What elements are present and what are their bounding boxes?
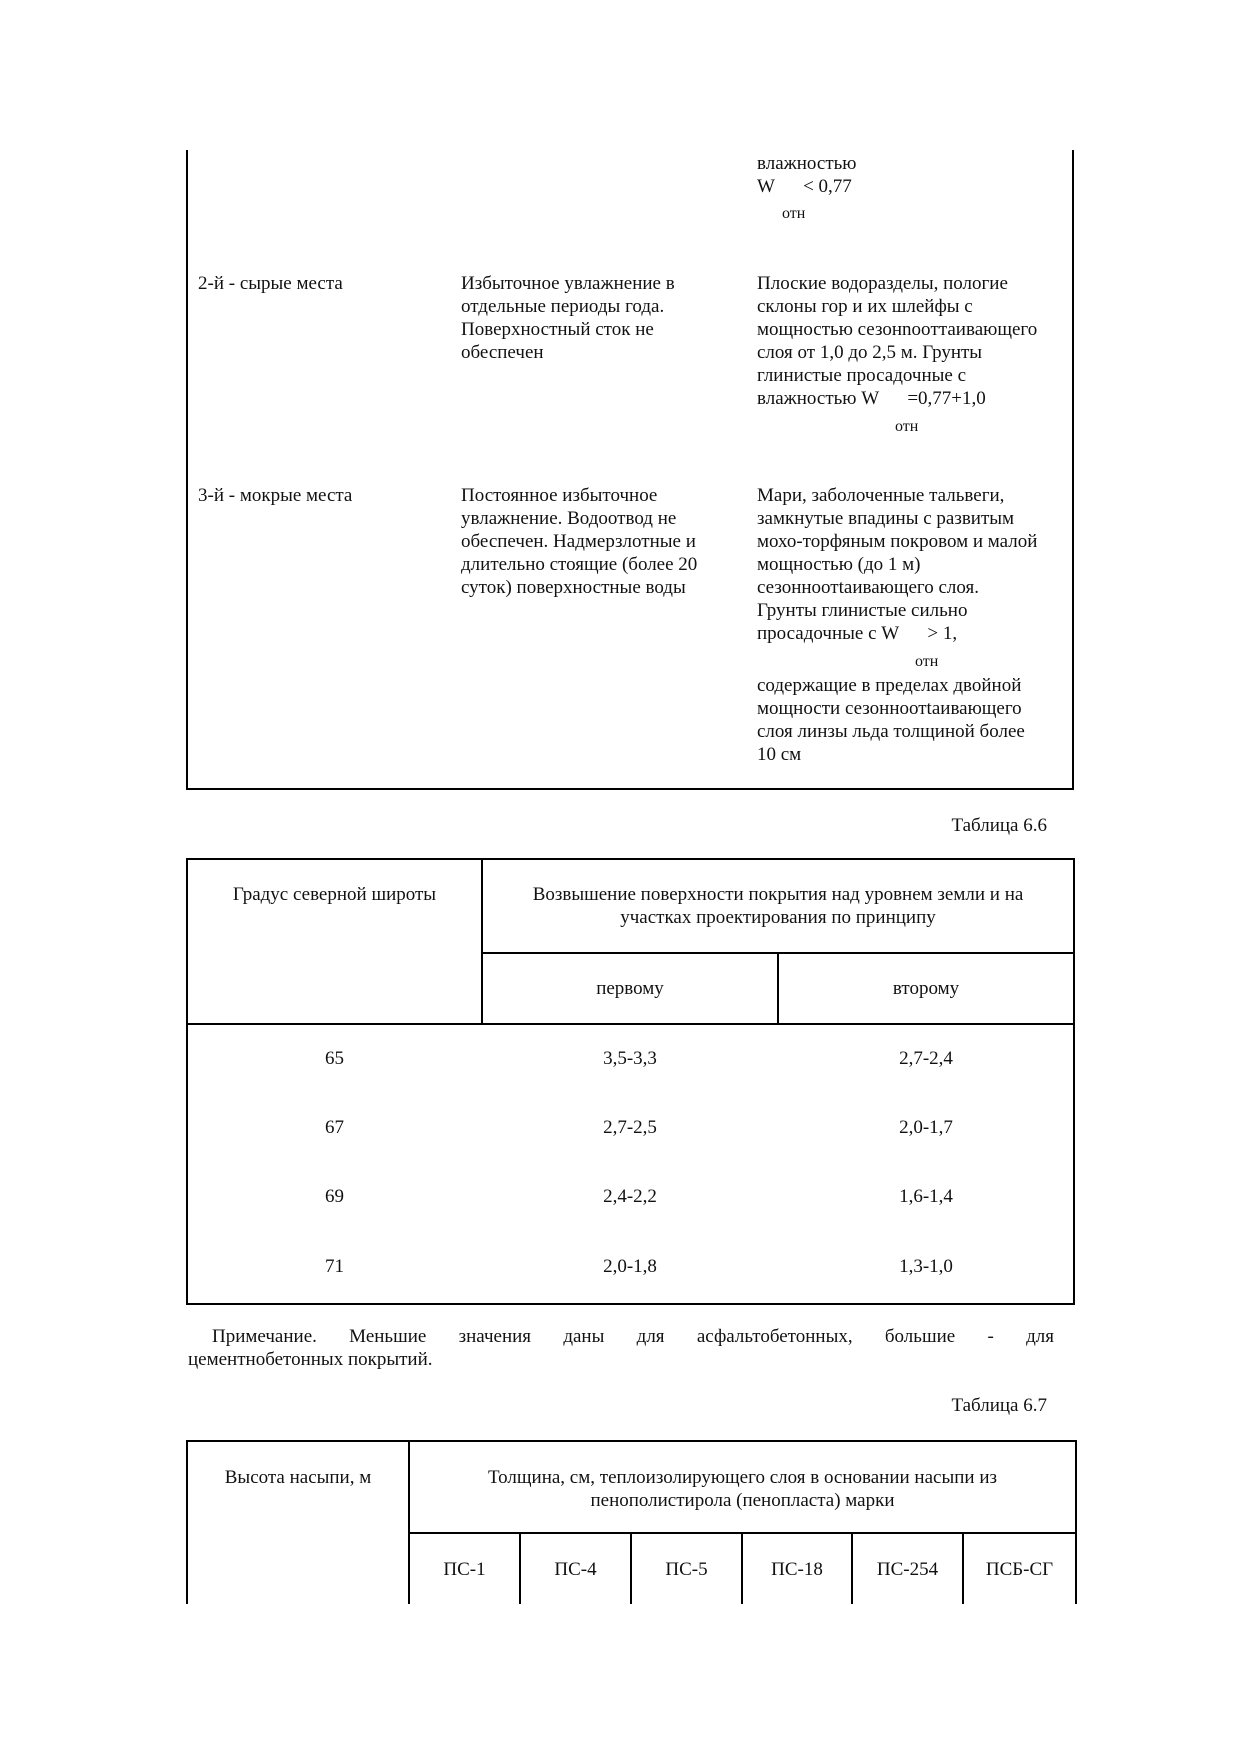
text-line: слоя от 1,0 до 2,5 м. Грунты bbox=[757, 342, 983, 363]
text-line: мощностью (до 1 м) bbox=[757, 554, 921, 575]
table-border-right bbox=[1075, 1440, 1077, 1604]
cell-latitude: 69 bbox=[325, 1186, 344, 1207]
table-left-border bbox=[186, 150, 188, 790]
text-line: сезонноотtaивающего слоя. bbox=[757, 577, 980, 598]
cell-description-row1-line1: влажностью bbox=[757, 153, 857, 174]
cell-latitude: 65 bbox=[325, 1048, 344, 1069]
header-grade-ps18: ПС-18 bbox=[771, 1559, 823, 1580]
table-border-bottom bbox=[186, 1303, 1075, 1305]
subscript-otn: отн bbox=[915, 653, 939, 670]
text-line: обеспечен bbox=[461, 342, 544, 363]
header-embankment-height: Высота насыпи, м bbox=[224, 1467, 372, 1488]
table-right-border bbox=[1072, 150, 1074, 790]
table-border-right bbox=[1073, 858, 1075, 1305]
text-line: глинистые просадочные с bbox=[757, 365, 967, 386]
header-grade-ps1: ПС-1 bbox=[443, 1559, 486, 1580]
text-line: Грунты глинистые сильно bbox=[757, 600, 968, 621]
table-border-top bbox=[186, 1440, 1077, 1442]
cell-latitude: 67 bbox=[325, 1117, 344, 1138]
cell-first: 2,7-2,5 bbox=[603, 1117, 657, 1138]
table-border-left bbox=[186, 1440, 188, 1604]
text-line: содержащие в пределах двойной bbox=[757, 675, 1022, 696]
cell-first: 2,4-2,2 bbox=[603, 1186, 657, 1207]
header-group-line1: Возвышение поверхности покрытия над уровнем земли и на bbox=[532, 884, 1024, 905]
text-line: влажностью W =0,77+1,0 bbox=[757, 388, 986, 409]
header-latitude: Градус северной широты bbox=[232, 884, 437, 905]
text-line: обеспечен. Надмерзлотные и bbox=[461, 531, 696, 552]
header-group-line2: пенополистирола (пенопласта) марки bbox=[590, 1490, 895, 1511]
text-line: мохо-торфяным покровом и малой bbox=[757, 531, 1038, 552]
text-line: длительно стоящие (более 20 bbox=[461, 554, 698, 575]
text-line: Поверхностный сток не bbox=[461, 319, 654, 340]
header-bottom-line bbox=[186, 1023, 1075, 1025]
cell-latitude: 71 bbox=[325, 1256, 344, 1277]
text-line: мощностью сезонnooттаивающего bbox=[757, 319, 1038, 340]
text-line: 10 см bbox=[757, 744, 802, 765]
header-group-line1: Толщина, см, теплоизолирующего слоя в основании насыпи из bbox=[488, 1467, 997, 1488]
note-line1: Примечание. Меньшие значения даны для асфальтобетонных, большие - для bbox=[212, 1326, 1054, 1347]
header-grade-ps5: ПС-5 bbox=[665, 1559, 708, 1580]
header-grade-psb-sg: ПСБ-СГ bbox=[985, 1559, 1054, 1580]
cell-description-row1-line2: W < 0,77 bbox=[757, 176, 852, 197]
text-line: замкнутые впадины с развитым bbox=[757, 508, 1015, 529]
text-line: слоя линзы льда толщиной более bbox=[757, 721, 1025, 742]
subscript-otn: отн bbox=[782, 205, 806, 222]
cell-type-row3: 3-й - мокрые места bbox=[198, 485, 353, 506]
text-line: мощности сезонноотtaивающего bbox=[757, 698, 1022, 719]
text-line: Мари, заболоченные тальвеги, bbox=[757, 485, 1005, 506]
text-line: увлажнение. Водоотвод не bbox=[461, 508, 677, 529]
table-border-top bbox=[186, 858, 1075, 860]
table-6-6-caption: Таблица 6.6 bbox=[951, 815, 1047, 836]
text-line: Постоянное избыточное bbox=[461, 485, 658, 506]
cell-second: 2,0-1,7 bbox=[899, 1117, 953, 1138]
header-grade-ps4: ПС-4 bbox=[554, 1559, 597, 1580]
text-line: просадочные с W > 1, bbox=[757, 623, 958, 644]
header-first: первому bbox=[596, 978, 664, 999]
cell-second: 1,6-1,4 bbox=[899, 1186, 953, 1207]
note-line2: цементнобетонных покрытий. bbox=[188, 1349, 433, 1370]
cell-first: 2,0-1,8 bbox=[603, 1256, 657, 1277]
cell-first: 3,5-3,3 bbox=[603, 1048, 657, 1069]
table-border-left bbox=[186, 858, 188, 1305]
table-note bbox=[188, 1325, 1054, 1371]
text-line: отдельные периоды года. bbox=[461, 296, 665, 317]
table-bottom-border bbox=[186, 788, 1074, 790]
text-line: Плоские водоразделы, пологие bbox=[757, 273, 1008, 294]
text-line: Избыточное увлажнение в bbox=[461, 273, 675, 294]
header-second: второму bbox=[892, 978, 960, 999]
text-line: склоны гор и их шлейфы с bbox=[757, 296, 973, 317]
subscript-otn: отн bbox=[895, 418, 919, 435]
cell-type-row2: 2-й - сырые места bbox=[198, 273, 343, 294]
header-group-line2: участках проектирования по принципу bbox=[620, 907, 936, 928]
text-line: суток) поверхностные воды bbox=[461, 577, 686, 598]
cell-second: 1,3-1,0 bbox=[899, 1256, 953, 1277]
table-6-7-caption: Таблица 6.7 bbox=[951, 1395, 1047, 1416]
header-grade-ps254: ПС-254 bbox=[876, 1559, 939, 1580]
cell-second: 2,7-2,4 bbox=[899, 1048, 953, 1069]
